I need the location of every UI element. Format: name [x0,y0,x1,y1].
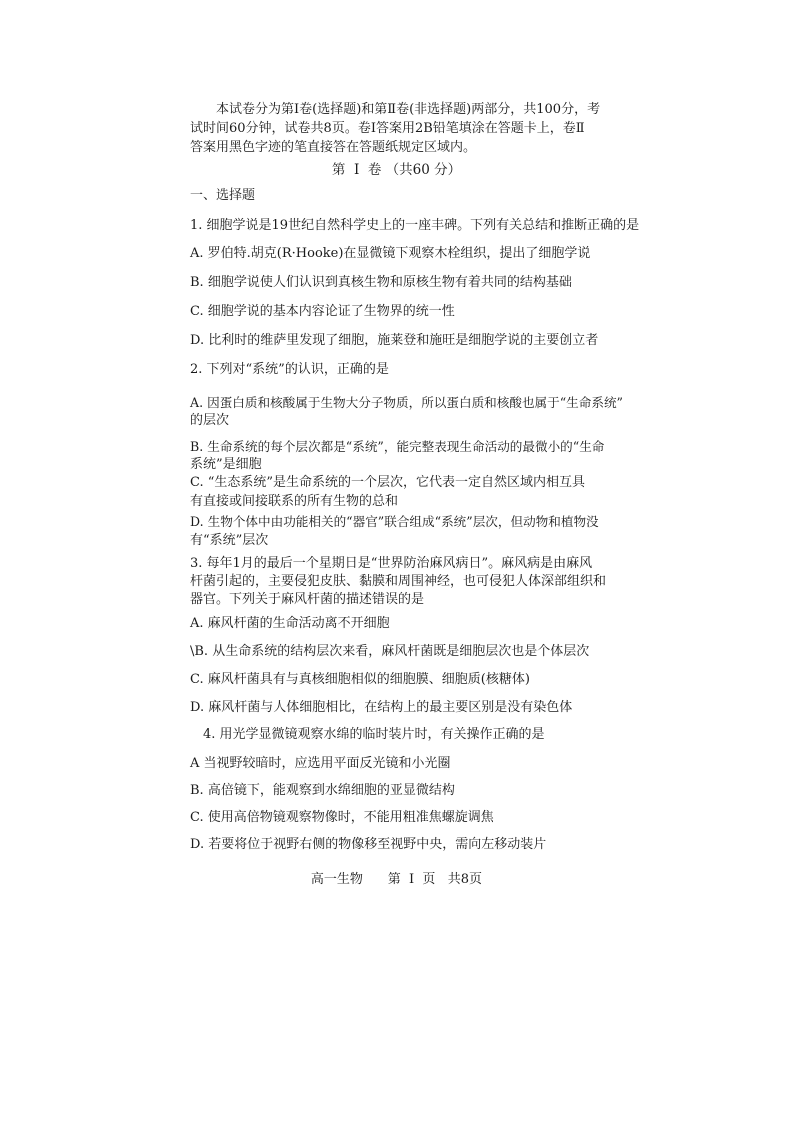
q1-option-b: B. 细胞学说使人们认识到真核生物和原核生物有着共同的结构基础 [190,275,572,290]
q1-option-c: C. 细胞学说的基本内容论证了生物界的统一性 [190,304,455,319]
q4-option-d: D. 若要将位于视野右侧的物像移至视野中央，需向左移动装片 [190,837,547,852]
q4-option-c: C. 使用高倍物镜观察物像时，不能用粗准焦螺旋调焦 [190,810,494,825]
q3-stem-line-3: 器官。下列关于麻风杆菌的描述错误的是 [190,592,425,607]
q2-option-c-line-2: 有直接或间接联系的所有生物的总和 [190,494,399,509]
q3-option-a: A. 麻风杆菌的生命活动离不开细胞 [190,616,390,631]
q3-stem-line-2: 杆菌引起的，主要侵犯皮肤、黏膜和周围神经，也可侵犯人体深部组织和 [190,574,607,589]
intro-line-3: 答案用黑色字迹的笔直接答在答题纸规定区域内。 [190,140,477,155]
q2-option-a-line-1: A. 因蛋白质和核酸属于生物大分子物质，所以蛋白质和核酸也属于“生命系统” [190,395,623,410]
part-title: 第 Ⅰ 卷 （共60 分） [331,162,462,178]
q2-option-b-line-1: B. 生命系统的每个层次都是“系统”，能完整表现生命活动的最微小的“生命 [190,439,605,454]
q1-stem: 1. 细胞学说是19世纪自然科学史上的一座丰碑。下列有关总结和推断正确的是 [190,218,640,233]
q2-option-b-line-2: 系统”是细胞 [190,457,262,472]
intro-line-2: 试时间60分钟，试卷共8页。卷Ⅰ答案用2B铅笔填涂在答题卡上，卷Ⅱ [190,121,585,136]
q4-option-a: A 当视野较暗时，应选用平面反光镜和小光圈 [190,756,451,771]
q3-stem-line-1: 3. 每年1月的最后一个星期日是“世界防治麻风病日”。麻风病是由麻风 [190,556,593,571]
q2-option-d-line-2: 有“系统”层次 [190,533,269,548]
q3-option-c: C. 麻风杆菌具有与真核细胞相似的细胞膜、细胞质(核糖体) [190,672,530,687]
q3-option-b: \B. 从生命系统的结构层次来看，麻风杆菌既是细胞层次也是个体层次 [190,644,590,659]
q1-option-d: D. 比利时的维萨里发现了细胞，施莱登和施旺是细胞学说的主要创立者 [190,333,599,348]
q2-stem: 2. 下列对“系统”的认识，正确的是 [190,362,389,377]
section-heading: 一、选择题 [190,188,256,203]
q3-option-d: D. 麻风杆菌与人体细胞相比，在结构上的最主要区别是没有染色体 [190,700,573,715]
intro-line-1: 本试卷分为第Ⅰ卷(选择题)和第Ⅱ卷(非选择题)两部分，共100分，考 [190,102,601,117]
q2-option-d-line-1: D. 生物个体中由功能相关的“器官”联合组成“系统”层次，但动物和植物没 [190,514,599,529]
q1-option-a: A. 罗伯特.胡克(R·Hooke)在显微镜下观察木栓组织，提出了细胞学说 [190,246,591,261]
q4-stem: 4. 用光学显微镜观察水绵的临时装片时，有关操作正确的是 [190,727,545,742]
q2-option-c-line-1: C. “生态系统”是生命系统的一个层次，它代表一定自然区域内相互具 [190,475,586,490]
q4-option-b: B. 高倍镜下，能观察到水绵细胞的亚显微结构 [190,783,455,798]
page-footer: 高一生物 第 Ⅰ 页 共8页 [310,872,483,887]
q2-option-a-line-2: 的层次 [190,413,230,428]
